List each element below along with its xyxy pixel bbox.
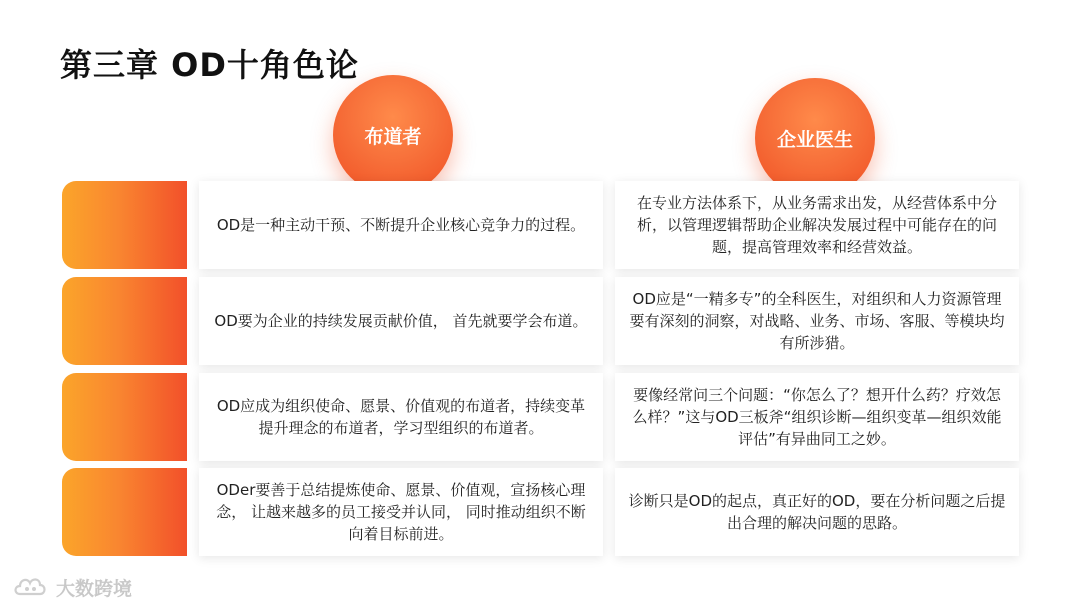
right-card-text: 在专业方法体系下，从业务需求出发，从经营体系中分析，以管理逻辑帮助企业解决发展过程中可能存在的问题，提高管理效率和经营效益。	[636, 194, 997, 256]
right-card-text: 诊断只是OD的起点，真正好的OD，要在分析问题之后提出合理的解决问题的思路。	[628, 492, 1006, 532]
row-tab-2	[62, 277, 187, 365]
role-label-left: 布道者	[364, 125, 422, 148]
role-circle-evangelist	[333, 75, 453, 195]
right-card-3	[615, 373, 1019, 461]
left-card-text: ODer要善于总结提炼使命、愿景、价值观，宣扬核心理念， 让越来越多的员工接受并认同， 同时推动组织不断向着目标前进。	[216, 481, 586, 543]
cloud-logo-icon	[12, 574, 50, 600]
right-card-1	[615, 181, 1019, 269]
role-label-right: 企业医生	[776, 128, 853, 151]
right-card-text: 要像经常问三个问题：“你怎么了？想开什么药？疗效怎么样？”这与OD三板斧“组织诊断—组织变革—组织效能评估”有异曲同工之妙。	[632, 386, 1002, 448]
left-card-4	[199, 468, 603, 556]
left-card-text: OD应成为组织使命、愿景、价值观的布道者，持续变革提升理念的布道者，学习型组织的布道者。	[216, 397, 586, 437]
left-card-text: OD要为企业的持续发展贡献价值， 首先就要学会布道。	[214, 312, 588, 330]
right-card-2	[615, 277, 1019, 365]
watermark-text: 大数跨境	[56, 577, 133, 600]
left-card-text: OD是一种主动干预、不断提升企业核心竞争力的过程。	[216, 216, 586, 234]
left-card-2	[199, 277, 603, 365]
role-circle-doctor	[755, 78, 875, 198]
left-card-1	[199, 181, 603, 269]
right-card-4	[615, 468, 1019, 556]
row-tab-3	[62, 373, 187, 461]
slide-title: 第三章 OD十角色论	[60, 46, 359, 84]
right-card-text: OD应是“一精多专”的全科医生，对组织和人力资源管理要有深刻的洞察，对战略、业务、市场、客服、等模块均有所涉猎。	[629, 290, 1005, 352]
row-tab-4	[62, 468, 187, 556]
row-tab-1	[62, 181, 187, 269]
watermark-logo	[12, 572, 132, 602]
left-card-3	[199, 373, 603, 461]
